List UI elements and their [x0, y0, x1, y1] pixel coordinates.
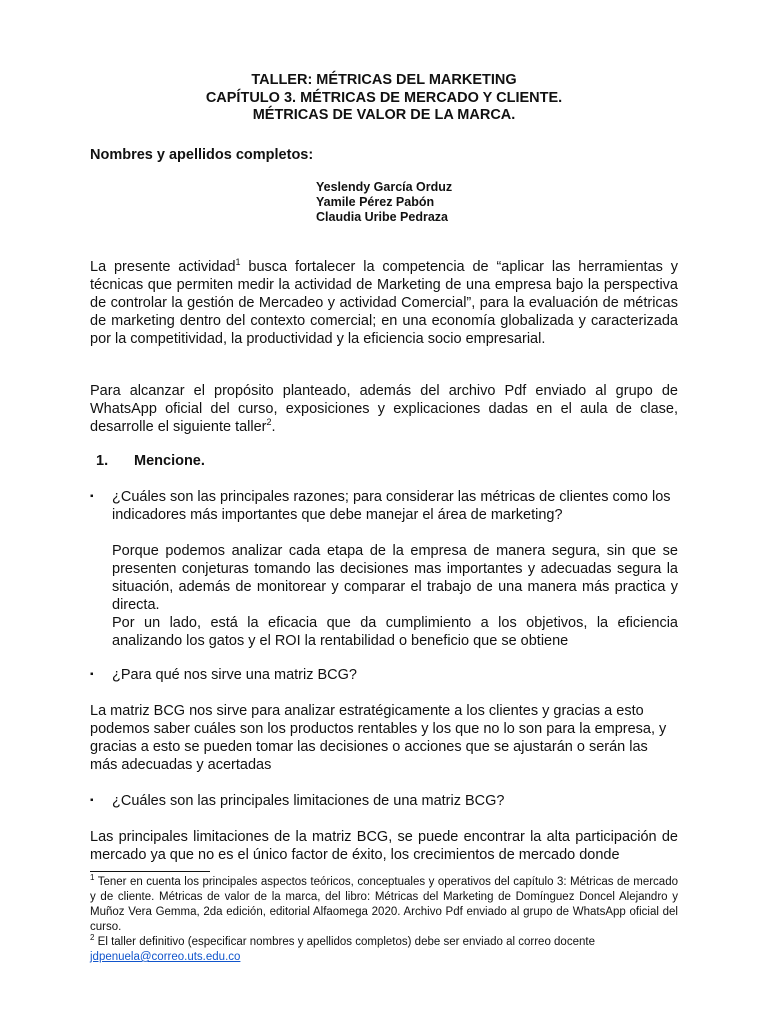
title-line-1: TALLER: MÉTRICAS DEL MARKETING: [251, 72, 517, 88]
section-heading: [96, 452, 205, 470]
author-name: Claudia Uribe Pedraza: [316, 210, 448, 224]
question-2: [90, 666, 678, 684]
intro-paragraph: [90, 258, 678, 348]
title-line-2: CAPÍTULO 3. MÉTRICAS DE MERCADO Y CLIENTE.: [205, 89, 563, 106]
question-3-text: ¿Cuáles son las principales limitaciones de una matriz BCG?: [112, 793, 505, 809]
footnote-2-mark: 2: [90, 933, 95, 943]
author-name: Yamile Pérez Pabón: [316, 195, 435, 209]
document-title: [0, 72, 768, 125]
section-number: 1.: [96, 453, 109, 469]
footnote-ref-2[interactable]: 2: [266, 417, 272, 428]
bullet-icon: ▪: [90, 669, 94, 680]
answer-1-paragraph-2: Por un lado, está la eficacia que da cumplimiento a los objetivos, la eficiencia analizando los gatos y el ROI la rentabilidad o beneficio que se obtiene: [112, 615, 678, 649]
footnote-1-text: Tener en cuenta los principales aspectos teóricos, conceptuales y operativos del capítulo 3: Métricas de mercado y de cliente. Métricas de valor de la marca, del libro: Métricas del Marketing de Domínguez Doncel Alejandro y Muñoz Vera Gemma, 2da edición, editorial Alfaomega 2020. Archivo Pdf enviado al grupo de WhatsApp oficial del curso.: [90, 876, 678, 933]
intro-text-start: La presente actividad: [90, 259, 236, 275]
intro-text-end: busca fortalecer la competencia de “aplicar las herramientas y técnicas que permiten medir la actividad de Marketing de una empresa bajo la perspectiva de controlar la gestión de Mercadeo y actividad Comercial”, para la evaluación de métricas de marketing dentro del contexto comercial; en una economía globalizada y caracterizada por la competitividad, la productividad y la eficiencia socio empresarial.: [90, 259, 678, 347]
bullet-icon: ▪: [90, 795, 94, 806]
question-2-text: ¿Para qué nos sirve una matriz BCG?: [112, 667, 357, 683]
names-label: Nombres y apellidos completos:: [90, 147, 314, 163]
answer-2: La matriz BCG nos sirve para analizar estratégicamente a los clientes y gracias a esto podemos saber cuáles son los productos rentables y los que no lo son para la empresa, y gracias a esto se pueden tomar las decisiones o acciones que se ajustarán o serán las más adecuadas y acertadas: [90, 703, 667, 773]
question-1-text: ¿Cuáles son las principales razones; para considerar las métricas de clientes como los indicadores más importantes que debe manejar el área de marketing?: [112, 489, 671, 523]
section-label: Mencione.: [134, 453, 205, 469]
footnote-1-mark: 1: [90, 873, 95, 883]
footnote-divider: [90, 871, 210, 872]
purpose-paragraph: [90, 382, 678, 436]
question-3: [90, 792, 678, 810]
purpose-text-start: Para alcanzar el propósito planteado, además del archivo Pdf enviado al grupo de WhatsApp oficial del curso, exposiciones y explicaciones dadas en el aula de clase, desarrolle el siguiente taller: [90, 383, 678, 435]
question-1: [90, 488, 678, 524]
purpose-text-end: .: [271, 419, 276, 435]
author-name: Yeslendy García Orduz: [316, 180, 453, 194]
footnotes: [90, 875, 678, 965]
answer-1: [112, 542, 678, 650]
answer-3: Las principales limitaciones de la matriz BCG, se puede encontrar la alta participación de mercado ya que no es el único factor de éxito, los crecimientos de mercado donde: [90, 829, 678, 863]
email-link[interactable]: jdpenuela@correo.uts.edu.co: [90, 951, 241, 963]
answer-1-paragraph-1: Porque podemos analizar cada etapa de la empresa de manera segura, sin que se presenten conjeturas tomando las decisiones mas importantes y adecuadas segura la situación, además de monitorear y comparar el trabajo de una manera más practica y directa.: [112, 543, 678, 613]
bullet-icon: ▪: [90, 491, 94, 502]
title-line-3: MÉTRICAS DE VALOR DE LA MARCA.: [252, 107, 516, 123]
footnote-1: [90, 875, 678, 935]
footnote-ref-1[interactable]: 1: [235, 257, 241, 268]
footnote-2-text: El taller definitivo (especificar nombres y apellidos completos) debe ser enviado al correo docente: [94, 936, 595, 948]
footnote-2: [90, 935, 678, 965]
author-list: [316, 180, 452, 225]
